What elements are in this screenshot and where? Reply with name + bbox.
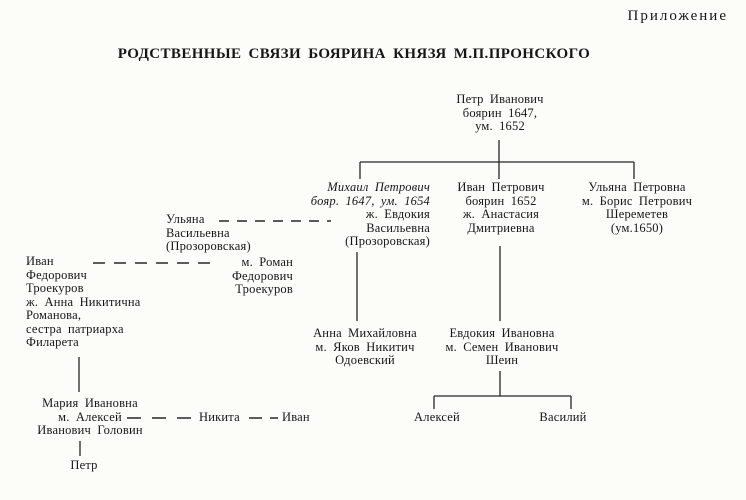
person-mikhail-petrovich-pronsky — [288, 181, 430, 249]
name-line: ж. Анна Никитична — [26, 294, 141, 309]
name-line: Алексей — [414, 410, 460, 424]
appendix-label: Приложение — [627, 8, 728, 24]
person-ulyana-vasilievna-prozorovskaya — [166, 213, 278, 254]
name-line: Васильевна — [366, 220, 430, 235]
name-line: бояр. 1647, ум. 1654 — [310, 193, 430, 208]
name-line: м. Семен Иванович — [445, 339, 559, 354]
person-roman-fedorovich-troekurov — [190, 256, 293, 297]
person-maria-ivanovna-golovina — [25, 397, 155, 438]
person-petr-ivanovich-pronsky — [430, 93, 570, 134]
name-line: м. Алексей — [58, 409, 122, 424]
name-line: Шеин — [485, 353, 519, 367]
name-line: Шереметев — [605, 207, 669, 221]
name-line: м. Яков Никитич — [315, 339, 415, 354]
name-line: Дмитриевна — [467, 220, 535, 235]
person-ivan-petrovich-pronsky — [436, 181, 566, 235]
person-ulyana-petrovna-sheremeteva — [567, 181, 707, 235]
name-line: Мария Ивановна — [42, 396, 138, 410]
name-line: Никита — [199, 410, 240, 424]
name-line: Петр — [70, 458, 98, 472]
name-line: Иван — [26, 254, 54, 268]
name-line: боярин 1647, — [462, 105, 538, 120]
name-line: м. Борис Петрович — [581, 193, 693, 208]
name-line: Иван — [282, 410, 310, 424]
person-ivan-fedorovich-troekurov — [26, 255, 161, 350]
name-line: Троекуров — [26, 281, 84, 295]
name-line: Романова, — [26, 308, 82, 322]
person-ivan-golovin — [282, 411, 327, 425]
name-line: Михаил Петрович — [327, 180, 430, 194]
name-line: Петр Иванович — [456, 92, 544, 106]
name-line: Василий — [539, 410, 587, 424]
page-title: РОДСТВЕННЫЕ СВЯЗИ БОЯРИНА КНЯЗЯ М.П.ПРОНСКОГО — [117, 46, 591, 62]
name-line: Ульяна Петровна — [588, 180, 686, 194]
name-line: Евдокия Ивановна — [449, 326, 555, 340]
person-vasiliy-shein — [533, 411, 593, 425]
person-evdokia-ivanovna-sheina — [432, 327, 572, 368]
name-line: Федорович — [231, 268, 293, 283]
name-line: Анна Михайловна — [313, 326, 417, 340]
name-line: боярин 1652 — [465, 193, 537, 208]
name-line: (Прозоровская) — [345, 234, 430, 248]
name-line: (Прозоровская) — [166, 239, 251, 253]
name-line: Иванович Головин — [37, 423, 143, 437]
name-line: Филарета — [26, 335, 79, 349]
name-line: Федорович — [26, 267, 88, 282]
name-line: м. Роман — [241, 255, 293, 269]
person-petr-golovin — [64, 459, 104, 473]
name-line: (ум.1650) — [610, 220, 664, 235]
name-line: Одоевский — [335, 353, 395, 367]
name-line: ж. Анастасия — [462, 207, 540, 221]
name-line: Васильевна — [166, 225, 230, 240]
name-line: Ульяна — [166, 212, 205, 226]
person-aleksey-shein — [407, 411, 467, 425]
name-line: ж. Евдокия — [365, 207, 430, 221]
person-anna-mikhailovna-odoevskaya — [295, 327, 435, 368]
name-line: Троекуров — [235, 282, 293, 296]
name-line: ум. 1652 — [475, 119, 525, 133]
name-line: сестра патриарха — [26, 321, 124, 336]
person-nikita-golovin — [199, 411, 249, 425]
name-line: Иван Петрович — [457, 180, 545, 194]
